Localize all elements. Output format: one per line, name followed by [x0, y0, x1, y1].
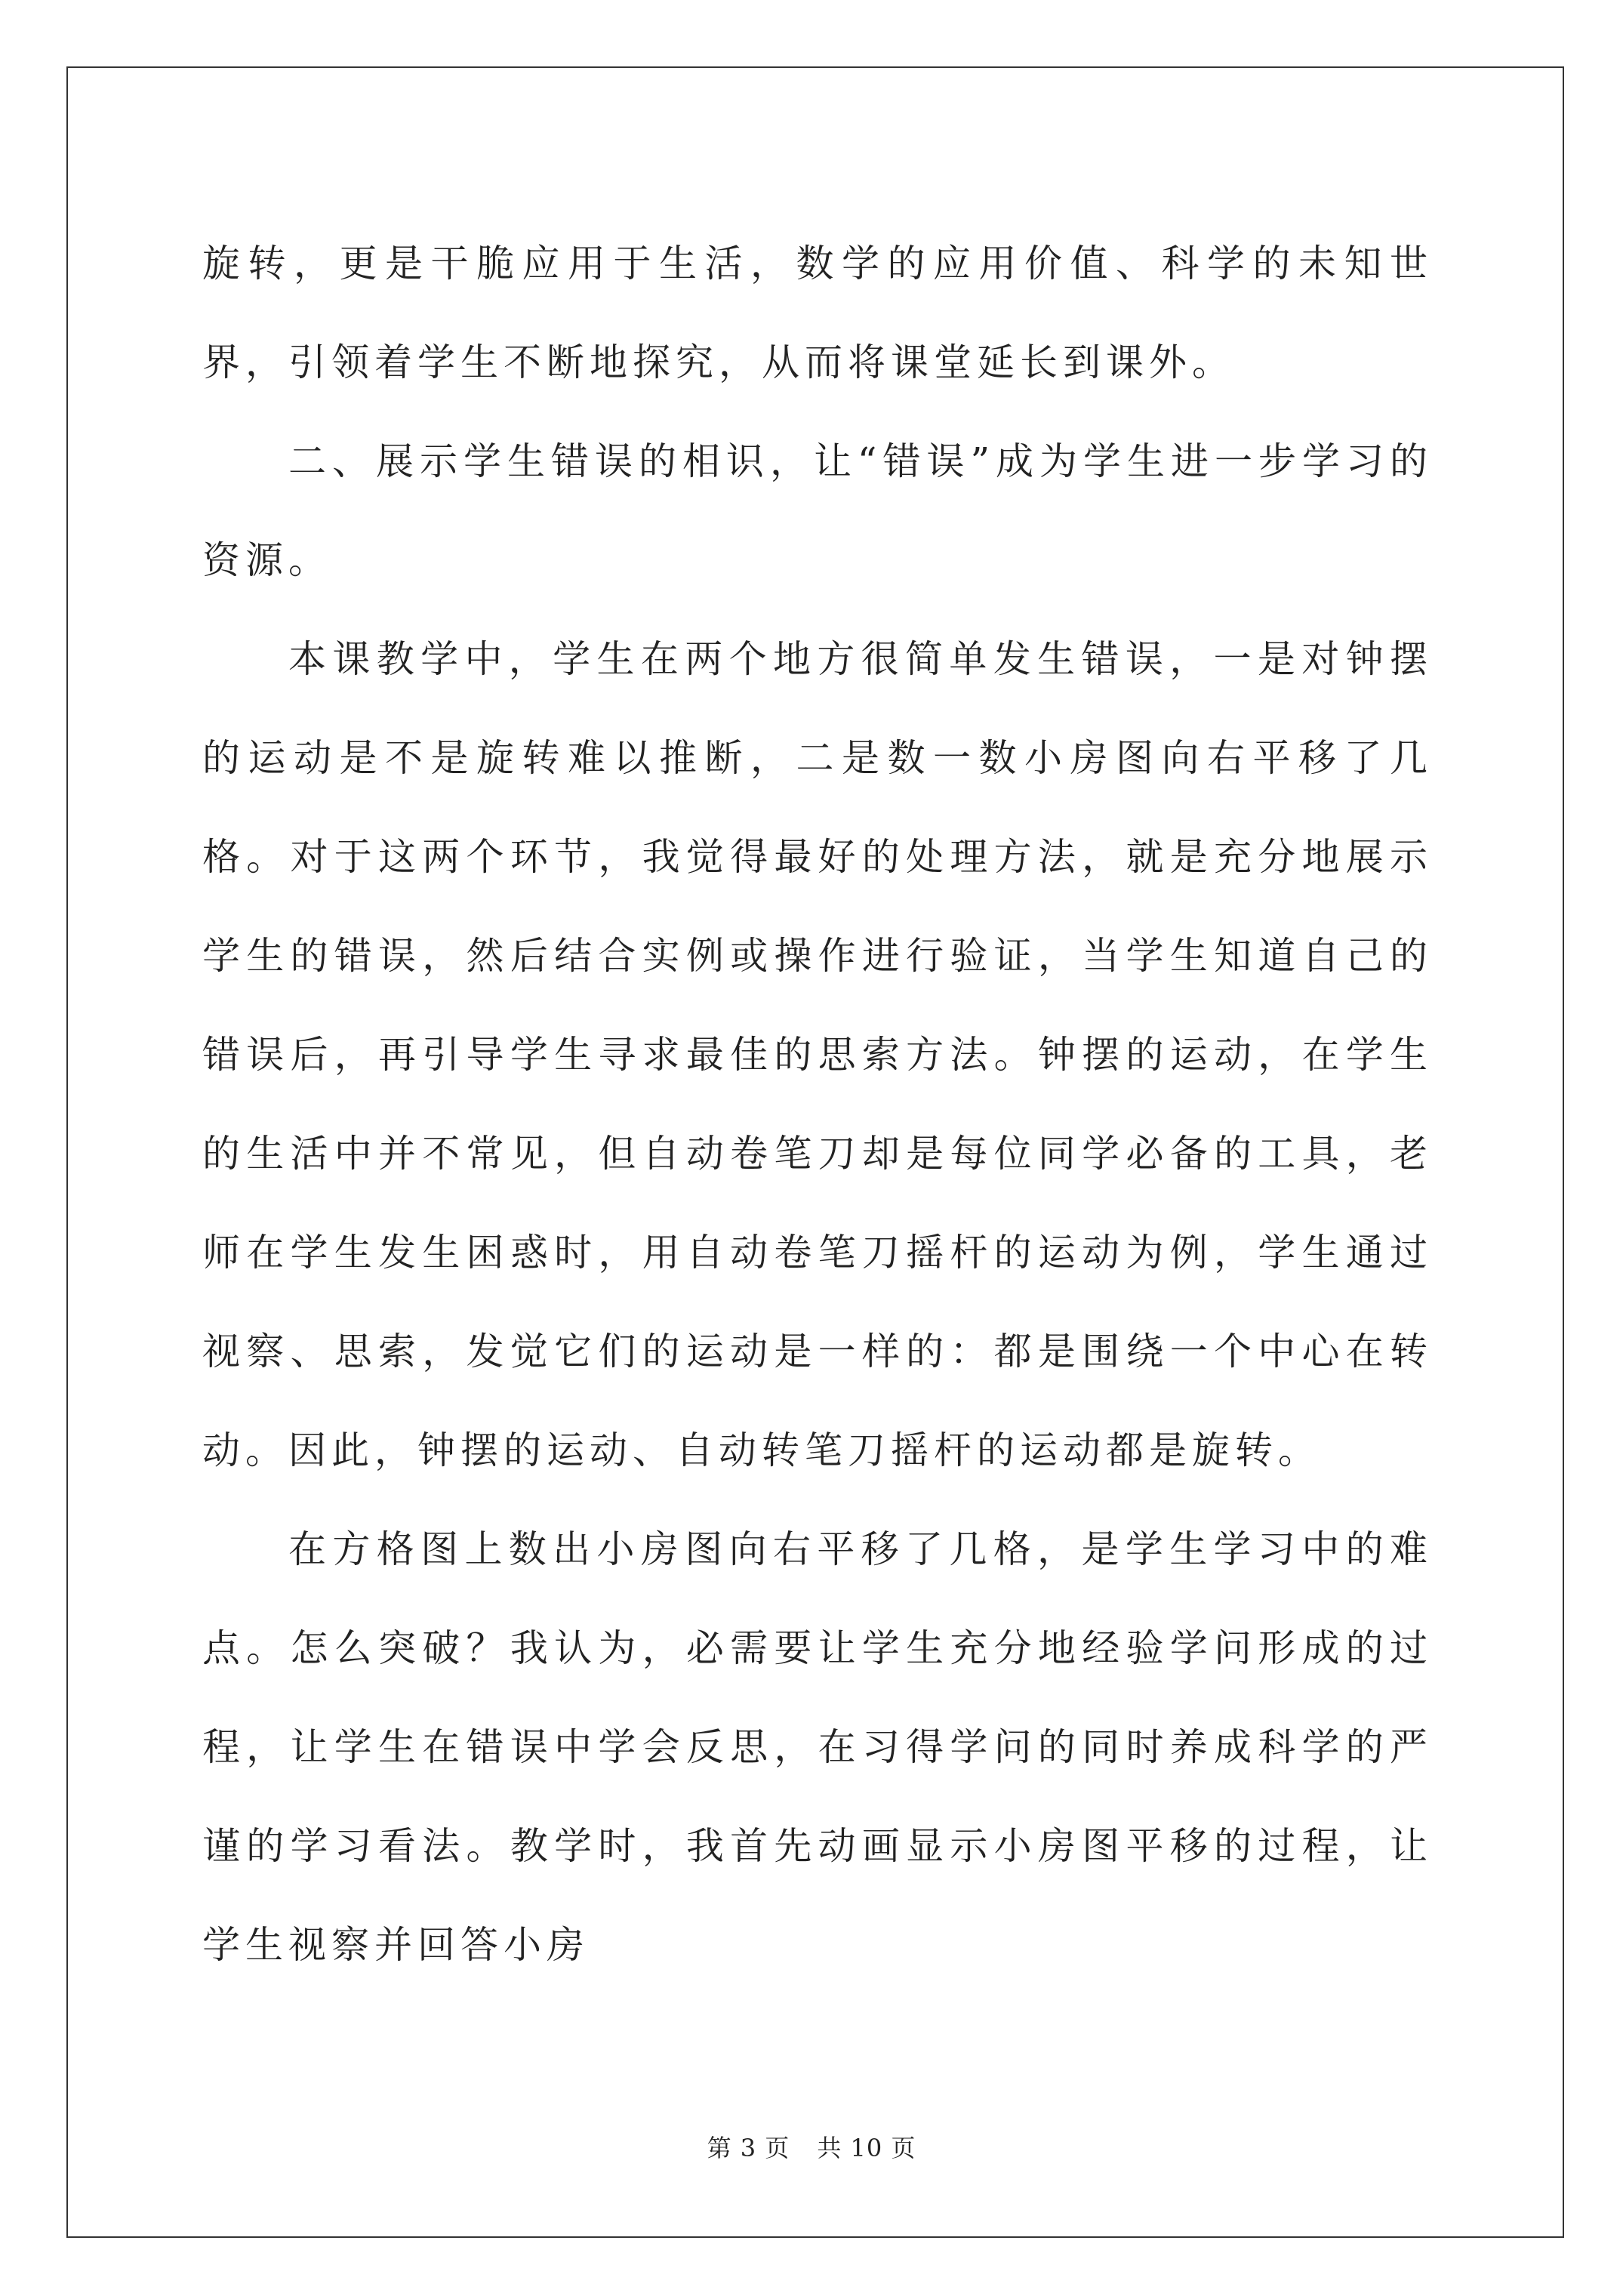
paragraph-grid-translation: 在方格图上数出小房图向右平移了几格，是学生学习中的难点。怎么突破？我认为，必需要让学生充分地经验学问形成的过程，让学生在错误中学会反思，在习得学问的同时养成科学的严谨的学习看法。教学时，我首先动画显示小房图平移的过程，让学生视察并回答小房	[202, 1527, 1433, 1967]
paragraph-section-heading: 二、展示学生错误的相识，让“错误”成为学生进一步学习的资源。	[202, 439, 1433, 582]
paragraph-pendulum-example: 本课教学中，学生在两个地方很简单发生错误，一是对钟摆的运动是不是旋转难以推断，二是数一数小房图向右平移了几格。对于这两个环节，我觉得最好的处理方法，就是充分地展示学生的错误，然后结合实例或操作进行验证，当学生知道自己的错误后，再引导学生寻求最佳的思索方法。钟摆的运动，在学生的生活中并不常见，但自动卷笔刀却是每位同学必备的工具，老师在学生发生困惑时，用自动卷笔刀摇杆的运动为例，学生通过视察、思索，发觉它们的运动是一样的：都是围绕一个中心在转动。因此，钟摆的运动、自动转笔刀摇杆的运动都是旋转。	[202, 637, 1433, 1472]
page-number: 第 3 页	[707, 2134, 790, 2162]
page-footer	[0, 2129, 1623, 2164]
page-total: 共 10 页	[817, 2134, 916, 2162]
paragraph-continuation: 旋转，更是干脆应用于生活，数学的应用价值、科学的未知世界，引领着学生不断地探究，从而将课堂延长到课外。	[202, 242, 1433, 384]
document-body	[202, 214, 1433, 1995]
